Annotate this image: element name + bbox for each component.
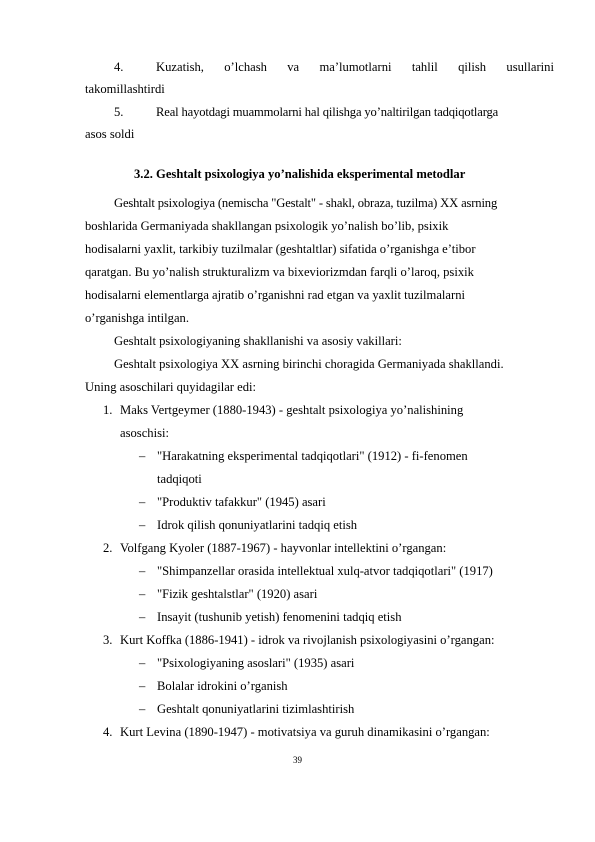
word: o’lchash bbox=[224, 60, 267, 74]
text-line: Geshtalt psixologiyaning shakllanishi va asosiy vakillari: bbox=[114, 334, 402, 348]
text-line: asos soldi bbox=[85, 127, 135, 141]
list-number: 1. bbox=[103, 403, 113, 417]
word: usullarini bbox=[506, 60, 554, 74]
word: qilish bbox=[458, 60, 487, 74]
work-item: Geshtalt qonuniyatlarini tizimlashtirish bbox=[157, 702, 355, 716]
text-line: boshlarida Germaniyada shakllangan psixologik yo’nalish bo’lib, psixik bbox=[85, 219, 449, 233]
word: ma’lumotlarni bbox=[319, 60, 392, 74]
founder-name: Kurt Koffka (1886-1941) - idrok va rivojlanish psixologiyasini o’rgangan: bbox=[120, 633, 495, 647]
justified-line bbox=[156, 59, 554, 75]
work-item: Idrok qilish qonuniyatlarini tadqiq etish bbox=[157, 518, 358, 532]
section-heading: 3.2. Geshtalt psixologiya yo’nalishida eksperimental metodlar bbox=[134, 167, 466, 181]
text-line: Geshtalt psixologiya XX asrning birinchi choragida Germaniyada shakllandi. bbox=[114, 357, 504, 371]
work-item: "Harakatning eksperimental tadqiqotlari" (1912) - fi-fenomen bbox=[157, 449, 468, 463]
dash-bullet: – bbox=[139, 587, 146, 601]
text-line: Real hayotdagi muammolarni hal qilishga yo’naltirilgan tadqiqotlarga bbox=[156, 105, 499, 119]
work-item: "Fizik geshtalstlar" (1920) asari bbox=[157, 587, 318, 601]
word: Kuzatish, bbox=[156, 60, 204, 74]
text-line: Uning asoschilari quyidagilar edi: bbox=[85, 380, 257, 394]
list-number: 4. bbox=[103, 725, 113, 739]
text-line: Geshtalt psixologiya (nemischa "Gestalt" - shakl, obraza, tuzilma) XX asrning bbox=[114, 196, 498, 210]
text-line: hodisalarni yaxlit, tarkibiy tuzilmalar (geshtaltlar) sifatida o’rganishga e’tibor bbox=[85, 242, 476, 256]
work-item: Bolalar idrokini o’rganish bbox=[157, 679, 288, 693]
dash-bullet: – bbox=[139, 610, 146, 624]
dash-bullet: – bbox=[139, 656, 146, 670]
work-item: Insayit (tushunib yetish) fenomenini tadqiq etish bbox=[157, 610, 402, 624]
founder-name: Maks Vertgeymer (1880-1943) - geshtalt psixologiya yo’nalishining bbox=[120, 403, 464, 417]
list-number: 5. bbox=[114, 105, 124, 119]
dash-bullet: – bbox=[139, 702, 146, 716]
dash-bullet: – bbox=[139, 495, 146, 509]
list-number: 2. bbox=[103, 541, 113, 555]
founder-name: Volfgang Kyoler (1887-1967) - hayvonlar intellektini o’rgangan: bbox=[120, 541, 447, 555]
word: tahlil bbox=[411, 60, 438, 74]
dash-bullet: – bbox=[139, 679, 146, 693]
dash-bullet: – bbox=[139, 518, 146, 532]
founder-name: Kurt Levina (1890-1947) - motivatsiya va guruh dinamikasini o’rgangan: bbox=[120, 725, 490, 739]
work-item: "Psixologiyaning asoslari" (1935) asari bbox=[157, 656, 355, 670]
work-item: "Shimpanzellar orasida intellektual xulq-atvor tadqiqotlari" (1917) bbox=[157, 564, 493, 578]
dash-bullet: – bbox=[139, 449, 146, 463]
work-item: "Produktiv tafakkur" (1945) asari bbox=[157, 495, 326, 509]
word: va bbox=[287, 60, 300, 74]
founder-name: asoschisi: bbox=[120, 426, 169, 440]
list-number: 3. bbox=[103, 633, 113, 647]
list-number: 4. bbox=[114, 60, 124, 74]
text-line: o’rganishga intilgan. bbox=[85, 311, 189, 325]
dash-bullet: – bbox=[139, 564, 146, 578]
work-item: tadqiqoti bbox=[157, 472, 202, 486]
text-line: hodisalarni elementlarga ajratib o’rganishni rad etgan va yaxlit tuzilmalarni bbox=[85, 288, 466, 302]
text-line: takomillashtirdi bbox=[85, 82, 165, 96]
page-number: 39 bbox=[293, 755, 302, 765]
text-line: qaratgan. Bu yo’nalish strukturalizm va bixeviorizmdan farqli o’laroq, psixik bbox=[85, 265, 474, 279]
